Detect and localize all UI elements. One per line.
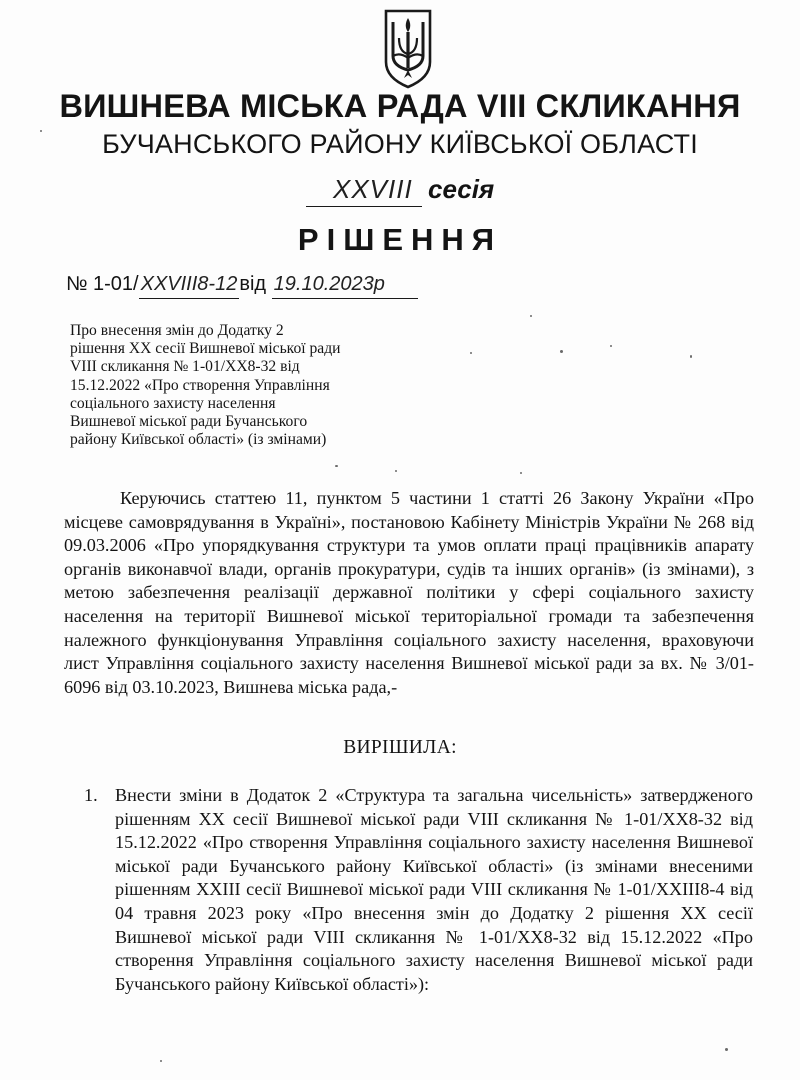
subject-line: VIII скликання № 1-01/ХХ8-32 від xyxy=(70,358,300,376)
item-text: Внести зміни в Додаток 2 «Структура та загальна чисельність» затвердженого рішенням ХХ сесії Вишневої міської ради VIII скликання № 1-01/ХХ8-32 від 15.12.2022 «Про створення Управління соціального захисту населення Вишневої міської ради Бучанського району Київської області» (із змінами внесеними рішенням ХХІІІ сесії Вишневої міської ради VIII скликання № 1-01/ХХІІІ8-4 від 04 травня 2023 року «Про внесення змін до Додатку 2 рішення ХХ сесії Вишневої міської ради VIII скликання № 1-01/ХХ8-32 від 15.12.2022 «Про створення Управління соціального захисту населення Вишневої міської ради Бучанського району Київської області»): xyxy=(115,785,753,994)
scan-speck xyxy=(530,315,532,317)
decision-subject xyxy=(70,322,390,449)
document-type-title: РІШЕННЯ xyxy=(297,222,503,257)
council-name: ВИШНЕВА МІСЬКА РАДА VIII СКЛИКАННЯ xyxy=(59,88,741,124)
scan-speck xyxy=(395,470,397,472)
subject-line: соціального захисту населення xyxy=(70,394,276,412)
handwritten-decision-date: 19.10.2023р xyxy=(272,270,418,299)
subject-line: району Київської області» (із змінами) xyxy=(70,431,327,449)
scan-speck xyxy=(160,1060,162,1062)
scan-speck xyxy=(470,352,472,354)
subject-line: Про внесення змін до Додатку 2 xyxy=(70,322,284,339)
scan-speck xyxy=(40,130,42,132)
session-number: XXVIII xyxy=(333,174,413,204)
resolved-heading: ВИРІШИЛА: xyxy=(343,737,457,758)
scan-speck xyxy=(725,1048,728,1051)
trident-icon xyxy=(383,8,433,90)
decision-number-row xyxy=(66,270,418,299)
item-number: 1. xyxy=(84,785,98,805)
scan-speck xyxy=(335,465,338,467)
subject-line: 15.12.2022 «Про створення Управління xyxy=(70,376,330,394)
scan-speck xyxy=(520,472,522,474)
subject-line: Вишневої міської ради Бучанського xyxy=(70,413,308,431)
subject-line: рішення ХХ сесії Вишневої міської ради xyxy=(70,340,341,358)
number-prefix: № 1-01/ xyxy=(66,273,139,295)
district-name: БУЧАНСЬКОГО РАЙОНУ КИЇВСЬКОЇ ОБЛАСТІ xyxy=(102,129,698,159)
date-prefix: від xyxy=(239,273,267,295)
preamble-paragraph: Керуючись статтею 11, пунктом 5 частини 1 статті 26 Закону України «Про місцеве самоврядування в Україні», постановою Кабінету Міністрів України № 268 від 09.03.2006 «Про упорядкування структури та умов оплати праці працівників апарату органів виконавчої влади, органів прокуратури, судів та інших органів» (із змінами), з метою забезпечення реалізації державної політики у сфері соціального захисту населення на території Вишневої міської територіальної громади та забезпечення належного функціонування Управління соціального захисту населення, враховуючи лист Управління соціального захисту населення Вишневої міської ради за вх. № 3/01-6096 від 03.10.2023, Вишнева міська рада,- xyxy=(64,488,754,697)
scan-speck xyxy=(560,350,563,353)
session-label: сесія xyxy=(428,174,495,204)
scan-speck xyxy=(690,355,692,358)
scan-speck xyxy=(610,345,612,347)
handwritten-decision-number: XXVIII8-12 xyxy=(139,270,240,299)
